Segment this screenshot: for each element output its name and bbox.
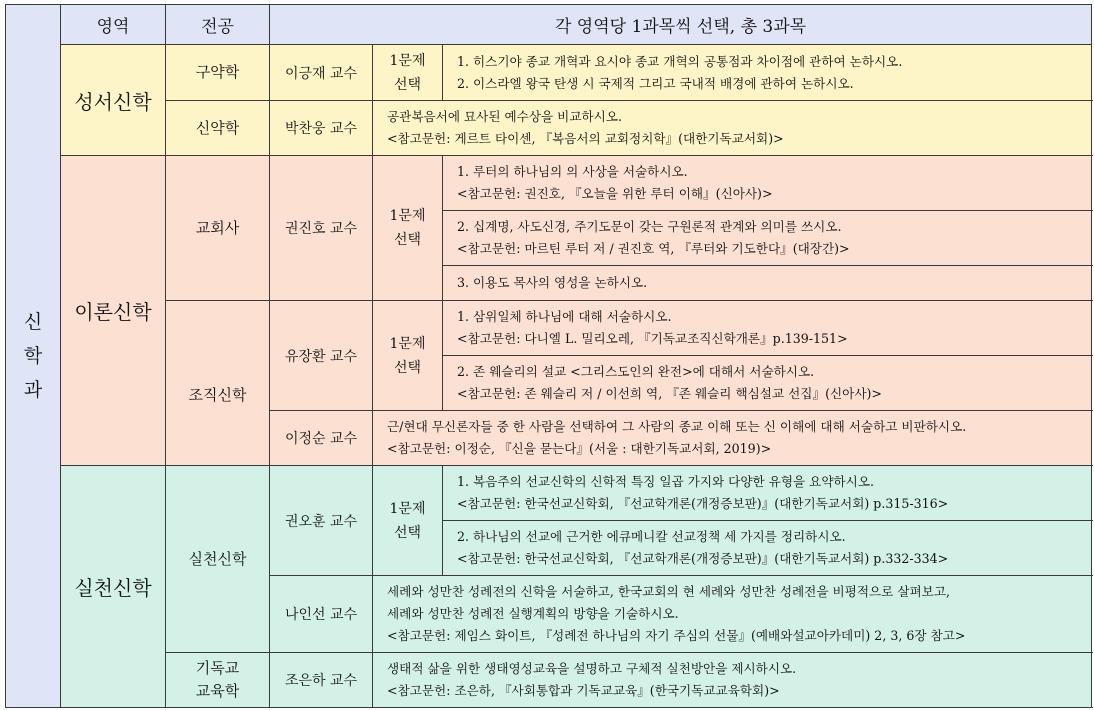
reference-text: <참고문헌: 제임스 화이트, 『성례전 하나님의 자기 주심의 선물』(예배와설교아카데미) 2, 3, 6장 참고> [387,628,966,643]
reference-text: <참고문헌: 다니엘 L. 밀리오레, 『기독교조직신학개론』p.139-151> [457,331,848,346]
question-cell [373,653,1092,708]
reference-text: <참고문헌: 존 웨슬리 저 / 이선희 역, 『존 웨슬리 핵심설교 선집』(신아사)> [457,386,882,401]
professor-systematic-1: 유장환 교수 [270,301,373,411]
question-text: 2. 존 웨슬리의 설교 <그리스도인의 완전>에 대해서 서술하시오. [457,364,815,379]
question-cell [373,101,1092,156]
question-text: 1. 복음주의 선교신학의 신학적 특징 일곱 가지와 다양한 유형을 요약하시오. [457,474,875,489]
professor-systematic-2: 이정순 교수 [270,411,373,466]
major-practical: 실천신학 [166,466,270,653]
major-systematic: 조직신학 [166,301,270,466]
header-area: 영역 [61,5,166,45]
major-church-history: 교회사 [166,156,270,301]
row-church-history-1 [6,156,1092,211]
question-text: 근/현대 무신론자들 중 한 사람을 선택하여 그 사람의 종교 이해 또는 신 이해에 대해 서술하고 비판하시오. [387,419,967,434]
reference-text: <참고문헌: 권진호, 『오늘을 위한 루터 이해』(신아사)> [457,186,773,201]
question-text: 2. 십계명, 사도신경, 주기도문이 갖는 구원론적 관계와 의미를 쓰시오. [457,219,842,234]
question-text: 세례와 성만찬 성례전의 신학을 서술하고, 한국교회의 현 세례와 성만찬 성례전을 비평적으로 살펴보고, [387,584,950,599]
row-christian-education [6,653,1092,708]
professor-practical-1: 권오훈 교수 [270,466,373,576]
row-new-testament [6,101,1092,156]
question-cell [443,356,1092,411]
row-old-testament [6,45,1092,101]
professor-christian-education: 조은하 교수 [270,653,373,708]
question-cell [373,576,1092,653]
major-new-testament: 신약학 [166,101,270,156]
reference-text: <참고문헌: 조은하, 『사회통합과 기독교교육』(한국기독교교육학회)> [387,683,780,698]
question-cell [443,301,1092,356]
question-text: 생태적 삶을 위한 생태영성교육을 설명하고 구체적 실천방안을 제시하시오. [387,661,797,676]
select-label: 1문제 선택 [373,45,443,101]
question-cell [443,45,1092,101]
question-text: 공관복음서에 묘사된 예수상을 비교하시오. [387,109,622,124]
question-cell [373,411,1092,466]
department-char: 과 [23,379,43,401]
major-old-testament: 구약학 [166,45,270,101]
area-bible: 성서신학 [61,45,166,156]
area-theory: 이론신학 [61,156,166,466]
reference-text: <참고문헌: 한국선교신학회, 『선교학개론(개정증보판)』(대한기독교서회) p.315-316> [457,496,949,511]
reference-text: <참고문헌: 이정순, 『신을 묻는다』(서울 : 대한기독교서회, 2019)> [387,441,772,456]
header-major: 전공 [166,5,270,45]
professor-ot: 이긍재 교수 [270,45,373,101]
question-text: 세례와 성만찬 성례전 실행계획의 방향을 기술하시오. [387,606,679,621]
question-cell [443,266,1092,301]
question-cell [443,211,1092,266]
question-cell [443,156,1092,211]
select-label: 1문제 선택 [373,301,443,411]
reference-text: <참고문헌: 마르틴 루터 저 / 권진호 역, 『루터와 기도한다』(대장간)> [457,241,850,256]
select-label: 1문제 선택 [373,466,443,576]
row-systematic-1 [6,301,1092,356]
header-row [6,5,1092,45]
department-char: 학 [23,345,43,367]
area-practical: 실천신학 [61,466,166,708]
question-text: 1. 삼위일체 하나님에 대해 서술하시오. [457,309,672,324]
row-practical-1 [6,466,1092,521]
reference-text: <참고문헌: 한국선교신학회, 『선교학개론(개정증보판)』(대한기독교서회) p.332-334> [457,551,949,566]
professor-practical-2: 나인선 교수 [270,576,373,653]
question-text: 2. 이스라엘 왕국 탄생 시 국제적 그리고 국내적 배경에 관하여 논하시오. [457,75,854,91]
header-instruction: 각 영역당 1과목씩 선택, 총 3과목 [270,5,1092,45]
reference-text: <참고문헌: 게르트 타이센, 『복음서의 교회정치학』(대한기독교서회)> [387,131,784,146]
select-label: 1문제 선택 [373,156,443,301]
question-text: 1. 히스기야 종교 개혁과 요시야 종교 개혁의 공통점과 차이점에 관하여 논하시오. [457,53,903,69]
question-text: 3. 이용도 목사의 영성을 논하시오. [457,275,648,290]
exam-table [5,4,1092,708]
professor-nt: 박찬웅 교수 [270,101,373,156]
question-text: 2. 하나님의 선교에 근거한 에큐메니칼 선교정책 세 가지를 정리하시오. [457,529,846,544]
major-christian-education: 기독교 교육학 [166,653,270,708]
department-cell [6,5,61,708]
question-cell [443,466,1092,521]
question-text: 1. 루터의 하나님의 의 사상을 서술하시오. [457,164,688,179]
department-char: 신 [23,311,43,333]
question-cell [443,521,1092,576]
professor-church-history: 권진호 교수 [270,156,373,301]
